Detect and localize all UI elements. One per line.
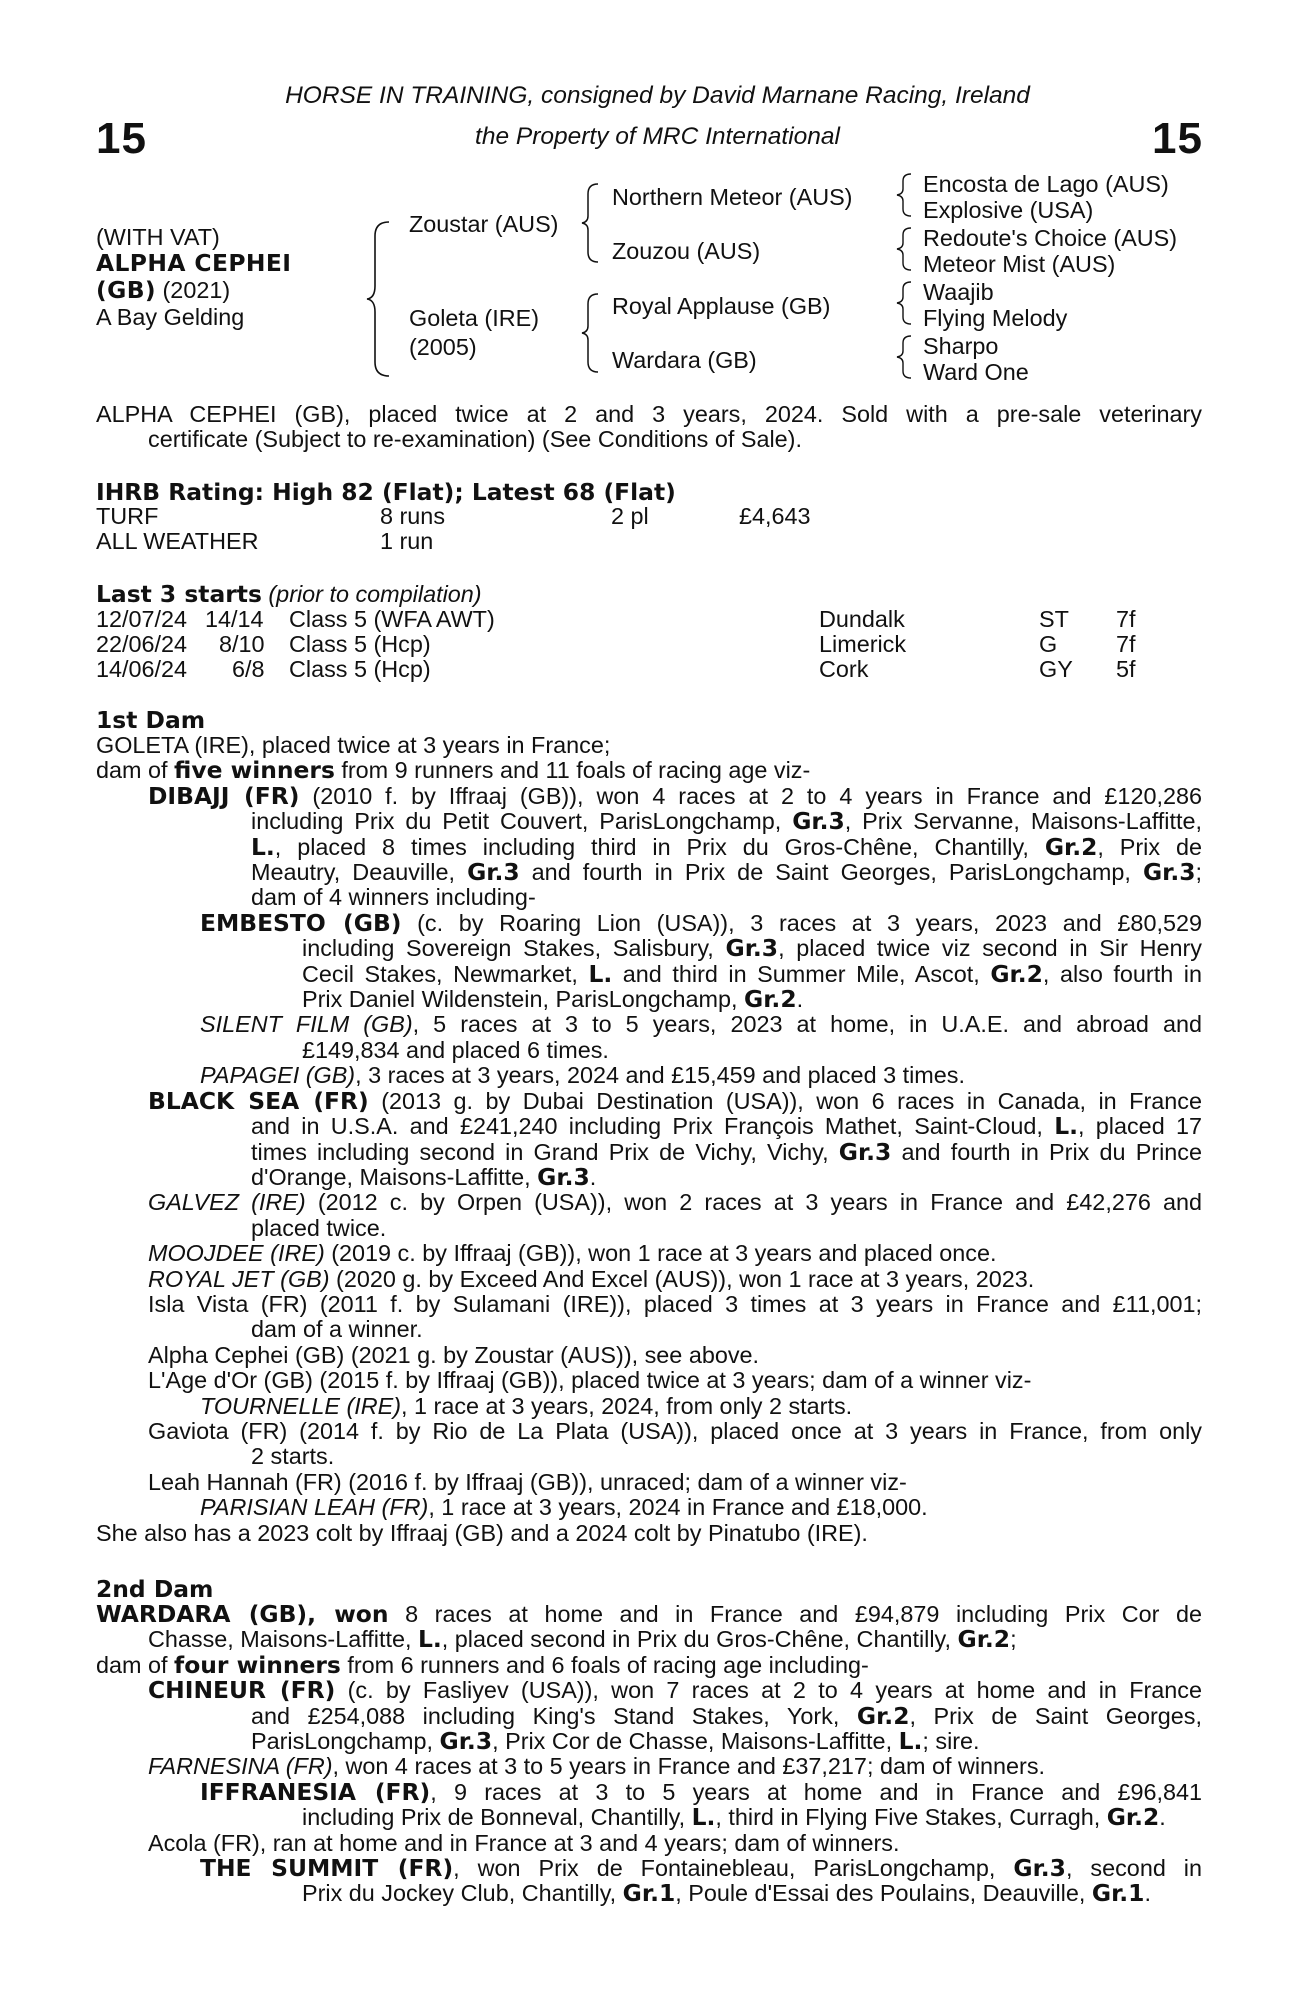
fd-line: placed twice. [251,1214,387,1241]
fd-italic: MOOJDEE (IRE) [148,1240,325,1267]
rating-row-aw-surface: ALL WEATHER [96,528,259,554]
start-1-pos: 14/14 [205,606,264,632]
sd-text: , second in [1065,1855,1202,1882]
fd-italic: PAPAGEI (GB) [200,1062,356,1089]
second-dam-title: 2nd Dam [96,1575,214,1603]
header-consignor: HORSE IN TRAINING, consigned by David Marnane Racing, Ireland [285,82,1030,109]
horse-origin-year [96,278,230,303]
first-dam-section [96,733,1202,1546]
fd-line [200,1394,1202,1419]
pedigree-sire-sire: Northern Meteor (AUS) [612,184,853,210]
fd-line [251,832,1202,861]
start-2-race: Class 5 (Hcp) [289,631,431,657]
sd-text: ParisLongchamp, [251,1728,440,1755]
fd-italic: PARISIAN LEAH (FR) [200,1494,429,1521]
lot-number-left: 15 [96,114,147,163]
sd-text: , won 4 races at 3 to 5 years in France and £37,217; dam of winners. [332,1753,1046,1780]
sd-bold: Gr.1 [1091,1879,1145,1908]
sd-line [148,1754,1202,1779]
start-2-dist: 7f [1116,631,1136,657]
fd-bold: L. [251,832,275,861]
pedigree-g3: Redoute's Choice (AUS) [923,225,1178,251]
last-starts-title: Last 3 starts [96,580,262,608]
sd-bold: Gr.3 [439,1727,493,1756]
sd-bold: four winners [174,1650,341,1679]
sd-line [251,1701,1202,1730]
pedigree-g-brace-4 [895,334,917,380]
pedigree-g8: Ward One [923,359,1029,385]
fd-bold: BLACK SEA (FR) [148,1086,369,1115]
sd-text: dam of [96,1651,175,1678]
sd-line [200,1856,1202,1881]
fd-bold: L. [588,959,613,988]
fd-text: , placed twice viz second in Sir Henry [778,935,1202,962]
fd-line: 2 starts. [251,1443,335,1470]
sd-line [96,1650,1202,1679]
fd-text: and third in Summer Mile, Ascot, [612,960,991,987]
start-1-going: ST [1039,606,1069,632]
pedigree-g-brace-1 [895,172,917,218]
pedigree-sire-dam: Zouzou (AUS) [612,238,761,264]
fd-line: Gaviota (FR) (2014 f. by Rio de La Plata (USA)), placed once at 3 years in France, from only [148,1417,1202,1444]
sd-bold: CHINEUR (FR) [148,1676,336,1705]
fd-bold: Gr.3 [792,807,845,836]
fd-line [251,809,1202,834]
sd-bold: Gr.3 [1013,1854,1066,1883]
fd-line: dam of a winner. [251,1316,423,1343]
fd-text: , placed 17 [1078,1113,1202,1140]
rating-row-aw-runs: 1 run [380,528,434,554]
fd-bold: Gr.3 [838,1137,892,1166]
vat-label: (WITH VAT) [96,224,220,250]
fd-line [148,781,1202,810]
fd-bold: five winners [174,756,335,785]
fd-line [148,1086,1202,1115]
sd-line: Acola (FR), ran at home and in France at 3 and 4 years; dam of winners. [148,1829,900,1856]
rating-row-turf-surface: TURF [96,503,159,529]
sd-line [148,1627,1202,1652]
start-2-pos: 8/10 [219,631,265,657]
fd-line: She also has a 2023 colt by Iffraaj (GB) and a 2024 colt by Pinatubo (IRE). [96,1519,868,1546]
fd-bold: DIBAJJ (FR) [148,781,300,810]
horse-origin: (GB) [96,276,157,304]
fd-line: L'Age d'Or (GB) (2015 f. by Iffraaj (GB)), placed twice at 3 years; dam of a winner viz- [148,1367,1032,1394]
fd-line [96,758,1202,783]
fd-line [302,987,1202,1012]
fd-line: GOLETA (IRE), placed twice at 3 years in France; [96,732,611,758]
sd-bold: Gr.1 [622,1879,676,1908]
sd-text: (c. by Fasliyev (USA)), won 7 races at 2 to 4 years at home and in France [335,1677,1202,1704]
rating-title: IHRB Rating: High 82 (Flat); Latest 68 (Flat) [96,478,676,506]
sd-text: ; [1010,1626,1017,1653]
pedigree-dam-year: (2005) [409,334,477,360]
sd-line [96,1602,1202,1627]
fd-bold: EMBESTO (GB) [200,908,402,937]
pedigree-g4: Meteor Mist (AUS) [923,251,1116,277]
fd-text: Prix Daniel Wildenstein, ParisLongchamp, [302,986,745,1013]
pedigree-g7: Sharpo [923,333,999,359]
summary-line-1: ALPHA CEPHEI (GB), placed twice at 2 and 3 years, 2024. Sold with a pre-sale veterinary [96,401,1202,427]
fd-text: (c. by Roaring Lion (USA)), 3 races at 3 years, 2023 and £80,529 [401,909,1202,936]
sd-text: , third in Flying Five Stakes, Curragh, [715,1804,1107,1831]
sd-text: , 9 races at 3 to 5 years at home and in France and £96,841 [430,1778,1202,1805]
lot-number-right: 15 [1152,114,1203,163]
pedigree-g-brace-3 [895,280,917,326]
fd-italic: GALVEZ (IRE) [148,1189,306,1216]
sd-text: , Prix Cor de Chasse, Maisons-Laffitte, [492,1728,899,1755]
start-1-date: 12/07/24 [96,606,188,632]
fd-line: Isla Vista (FR) (2011 f. by Sulamani (IRE)), placed 3 times at 3 years in France and £11,001; [148,1290,1202,1317]
second-dam-section [96,1602,1202,1907]
pedigree-g2: Explosive (USA) [923,197,1094,223]
sd-bold: L. [898,1727,923,1756]
fd-text: (2013 g. by Dubai Destination (USA)), won 6 races in Canada, in France [368,1087,1202,1114]
sd-bold: L. [691,1803,716,1832]
sd-text: including Prix de Bonneval, Chantilly, [302,1804,692,1831]
fd-italic: TOURNELLE (IRE) [200,1392,402,1419]
fd-text: ; [1195,859,1202,886]
start-2-going: G [1039,631,1058,657]
start-3-pos: 6/8 [232,656,265,682]
fd-line [302,936,1202,961]
sd-text: , Prix de Saint Georges, [909,1702,1202,1729]
fd-text: . [589,1163,597,1190]
fd-text: (2012 c. by Orpen (USA)), won 2 races at 3 years in France and £42,276 and [305,1189,1203,1216]
horse-summary [96,402,1202,453]
sd-text: . [1159,1804,1166,1831]
sd-text: and £254,088 including King's Stand Stakes, York, [251,1702,857,1729]
pedigree-sire-brace [580,182,602,264]
fd-italic: SILENT FILM (GB) [200,1011,413,1038]
pedigree-g6: Flying Melody [923,305,1068,331]
horse-name: ALPHA CEPHEI [96,249,292,277]
fd-text: , 5 races at 3 to 5 years, 2023 at home, in U.A.E. and abroad and [412,1011,1202,1038]
fd-bold: L. [1054,1112,1078,1141]
fd-text: Cecil Stakes, Newmarket, [302,960,589,987]
last-starts-heading [96,582,482,607]
fd-text: (2019 c. by Iffraaj (GB)), won 1 race at 3 years and placed once. [324,1240,997,1267]
sd-bold: Gr.2 [856,1701,910,1730]
sd-bold: IFFRANESIA (FR) [200,1777,431,1806]
fd-text: , 1 race at 3 years, 2024, from only 2 starts. [401,1392,853,1419]
start-1-race: Class 5 (WFA AWT) [289,606,495,632]
sd-text: from 6 runners and 6 foals of racing age including- [340,1651,869,1678]
sd-bold: THE SUMMIT (FR) [200,1854,454,1883]
fd-line [200,1012,1202,1037]
fd-bold: Gr.3 [467,858,520,887]
fd-text: including Sovereign Stakes, Salisbury, [302,935,726,962]
fd-line [251,860,1202,885]
fd-text: , 3 races at 3 years, 2024 and £15,459 and placed 3 times. [355,1062,965,1089]
fd-bold: Gr.3 [1142,858,1196,887]
header-property: the Property of MRC International [475,123,840,150]
pedigree-g-brace-2 [895,226,917,272]
start-3-date: 14/06/24 [96,656,188,682]
fd-bold: Gr.3 [537,1162,590,1191]
sd-text: , won Prix de Fontainebleau, ParisLongchamp, [453,1855,1014,1882]
fd-text: , also fourth in [1042,960,1202,987]
last-starts-note: (prior to compilation) [268,581,482,607]
fd-text: and fourth in Prix du Prince [891,1138,1202,1165]
fd-bold: Gr.3 [725,934,779,963]
horse-description: A Bay Gelding [96,304,245,330]
fd-bold: Gr.2 [744,985,797,1014]
pedigree-main-brace [365,220,395,378]
sd-bold: Gr.2 [1106,1803,1160,1832]
fd-text: dam of [96,757,175,784]
sd-line [148,1678,1202,1703]
fd-line [302,959,1202,988]
fd-line: Alpha Cephei (GB) (2021 g. by Zoustar (AUS)), see above. [148,1341,760,1368]
sd-text: . [1144,1880,1151,1907]
sd-bold: WARDARA (GB) [96,1600,308,1628]
sd-text: ; sire. [922,1728,980,1755]
fd-text: , Prix Servanne, Maisons-Laffitte, [844,808,1202,835]
summary-line-2: certificate (Subject to re-examination) (See Conditions of Sale). [148,426,802,453]
fd-bold: Gr.2 [990,959,1043,988]
sd-italic: FARNESINA (FR) [148,1753,333,1780]
pedigree-sire: Zoustar (AUS) [409,211,559,237]
sd-line [251,1729,1202,1754]
fd-text: , Prix de [1097,833,1202,860]
fd-line: £149,834 and placed 6 times. [302,1036,609,1063]
rating-row-turf-runs: 8 runs [380,503,446,529]
fd-line [148,1190,1202,1215]
start-1-course: Dundalk [819,606,905,632]
fd-line [251,1137,1202,1166]
fd-line [251,1162,1202,1191]
pedigree-dam: Goleta (IRE) [409,305,539,331]
fd-line: Leah Hannah (FR) (2016 f. by Iffraaj (GB)), unraced; dam of a winner viz- [148,1468,907,1495]
sd-text: 8 races at home and in France and £94,879 including Prix Cor de [388,1601,1202,1627]
sd-bold: L. [418,1625,442,1654]
fd-line [200,908,1202,937]
sd-text: , placed second in Prix du Gros-Chêne, Chantilly, [441,1626,958,1653]
start-2-date: 22/06/24 [96,631,188,657]
fd-bold: Gr.2 [1044,832,1098,861]
sd-bold: Gr.2 [957,1625,1011,1654]
fd-text: (2010 f. by Iffraaj (GB)), won 4 races at 2 to 4 years in France and £120,286 [299,782,1202,809]
fd-text: and in U.S.A. and £241,240 including Prix François Mathet, Saint-Cloud, [251,1113,1055,1140]
start-1-dist: 7f [1116,606,1136,632]
first-dam-title: 1st Dam [96,706,206,734]
start-3-race: Class 5 (Hcp) [289,656,431,682]
pedigree-g5: Waajib [923,279,994,305]
pedigree-dam-sire: Royal Applause (GB) [612,293,831,319]
fd-line [148,1267,1202,1292]
fd-text: (2020 g. by Exceed And Excel (AUS)), won 1 race at 3 years, 2023. [329,1265,1035,1292]
fd-text: Meautry, Deauville, [251,859,468,886]
sd-line [302,1881,1202,1906]
sd-line [200,1777,1202,1806]
sd-text: Chasse, Maisons-Laffitte, [148,1626,418,1653]
rating-row-turf-prize: £4,643 [739,503,811,529]
sd-text: , Poule d'Essai des Poulains, Deauville, [675,1880,1092,1907]
fd-text: from 9 runners and 11 foals of racing age viz- [334,757,811,784]
fd-line [251,1114,1202,1139]
start-3-going: GY [1039,656,1073,682]
fd-text: . [796,986,804,1013]
start-3-dist: 5f [1116,656,1136,682]
pedigree-dam-dam: Wardara (GB) [612,347,757,373]
pedigree-g1: Encosta de Lago (AUS) [923,171,1169,197]
fd-line [200,1063,1202,1088]
fd-line [148,1241,1202,1266]
start-2-course: Limerick [819,631,907,657]
fd-text: d'Orange, Maisons-Laffitte, [251,1163,538,1190]
pedigree-dam-brace [580,292,602,374]
fd-text: , 1 race at 3 years, 2024 in France and £18,000. [428,1494,928,1521]
fd-line [200,1495,1202,1520]
fd-text: times including second in Grand Prix de Vichy, Vichy, [251,1138,839,1165]
fd-text: and fourth in Prix de Saint Georges, ParisLongchamp, [519,859,1143,886]
rating-row-turf-placed: 2 pl [611,503,649,529]
fd-italic: ROYAL JET (GB) [148,1265,330,1292]
fd-line: dam of 4 winners including- [251,884,536,911]
sd-bold: , won [307,1600,389,1628]
fd-text: including Prix du Petit Couvert, ParisLongchamp, [251,808,793,835]
fd-text: , placed 8 times including third in Prix du Gros-Chêne, Chantilly, [274,833,1045,860]
sd-text: Prix du Jockey Club, Chantilly, [302,1880,623,1907]
sd-line [302,1805,1202,1830]
start-3-course: Cork [819,656,869,682]
horse-year: (2021) [162,277,231,303]
